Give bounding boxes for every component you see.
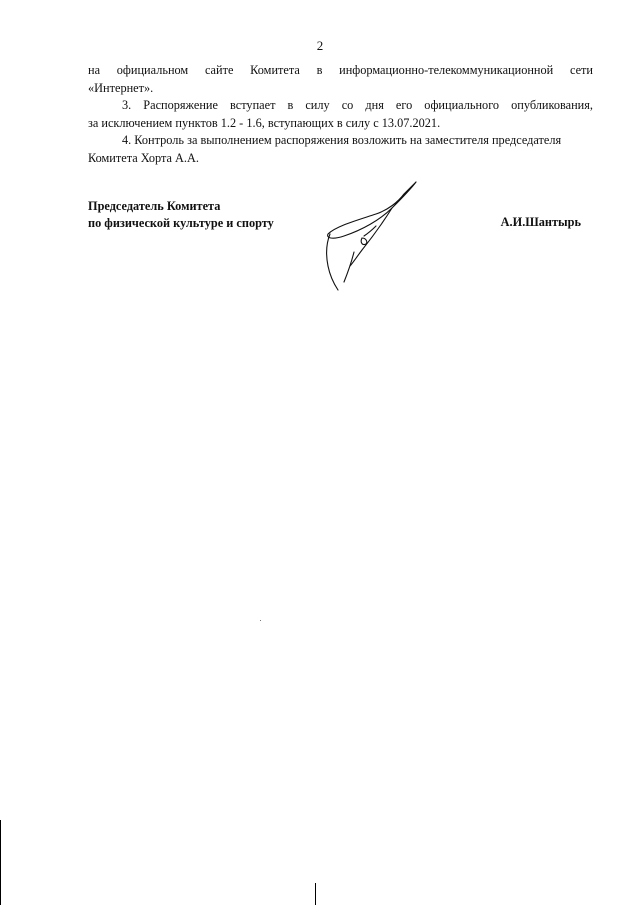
paragraph-4-line-2: Комитета Хорта А.А. (88, 150, 199, 165)
paragraph-3-line-2: за исключением пунктов 1.2 - 1.6, вступающих в силу с 13.07.2021. (88, 115, 441, 130)
signatory-position-line-2: по физической культуре и спорту (88, 216, 274, 230)
scan-artifact-left (0, 820, 1, 905)
paragraph-2-line-1: на официальном сайте Комитета в информационно-телекоммуникационной сети (88, 63, 593, 77)
document-body (88, 62, 593, 167)
page-number: 2 (316, 38, 324, 53)
paragraph-3-line-1: 3. Распоряжение вступает в силу со дня его официального опубликования, (122, 98, 593, 112)
handwritten-signature (318, 178, 428, 298)
paragraph-2-line-2: «Интернет». (88, 80, 154, 95)
signature-block (88, 198, 593, 298)
scan-artifact-bottom (315, 883, 316, 905)
signatory-position-line-1: Председатель Комитета (88, 199, 221, 213)
signatory-name: А.И.Шантырь (500, 215, 581, 229)
scan-artifact-dot (260, 620, 261, 621)
paragraph-4-line-1: 4. Контроль за выполнением распоряжения возложить на заместителя председателя (122, 133, 562, 147)
signatory-position (88, 198, 274, 232)
